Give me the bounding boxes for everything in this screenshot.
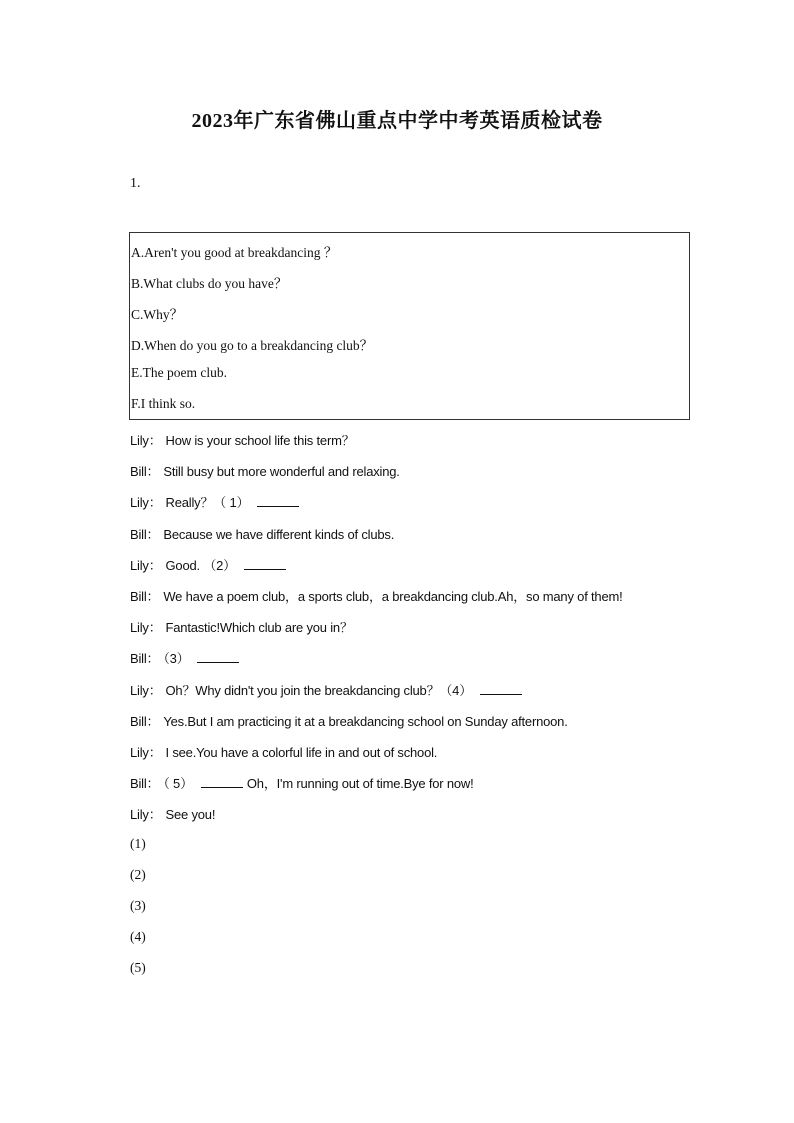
option-b: B.What clubs do you have？ xyxy=(131,276,288,291)
line-text: Fantastic!Which club are you in？ xyxy=(165,620,353,635)
dialogue-line xyxy=(130,773,474,792)
dialogue-line xyxy=(130,742,437,761)
answer-label-5: (5) xyxy=(130,960,146,975)
line-text: （ 5） xyxy=(163,776,193,791)
dialogue-line xyxy=(130,617,353,636)
dialogue-line xyxy=(130,680,526,699)
answer-blank-4[interactable] xyxy=(480,682,522,695)
dialogue-line xyxy=(130,711,568,730)
answer-blank-1[interactable] xyxy=(257,494,299,507)
answer-label-4: (4) xyxy=(130,929,146,944)
speaker: Lily： xyxy=(130,433,162,448)
answer-label-2: (2) xyxy=(130,867,146,882)
option-d: D.When do you go to a breakdancing club？ xyxy=(131,338,374,353)
speaker: Bill： xyxy=(130,776,160,791)
options-box xyxy=(129,232,690,420)
speaker: Bill： xyxy=(130,527,160,542)
dialogue-line xyxy=(130,461,400,480)
line-text: We have a poem club，a sports club，a breakdancing club.Ah，so many of them! xyxy=(163,589,623,604)
answer-blank-5[interactable] xyxy=(201,775,243,788)
question-number: 1. xyxy=(130,176,141,191)
dialogue-line xyxy=(130,555,290,574)
line-text-after: Oh，I'm running out of time.Bye for now! xyxy=(246,776,474,791)
line-text: How is your school life this term？ xyxy=(165,433,355,448)
line-text: I see.You have a colorful life in and out of school. xyxy=(165,745,438,760)
dialogue-line xyxy=(130,524,394,543)
dialogue-line xyxy=(130,430,355,449)
dialogue-line xyxy=(130,492,303,511)
option-e: E.The poem club. xyxy=(131,365,227,380)
line-text: Good. （2） xyxy=(165,558,236,573)
line-text: Yes.But I am practicing it at a breakdancing school on Sunday afternoon. xyxy=(163,714,568,729)
option-a: A.Aren't you good at breakdancing ？ xyxy=(131,245,338,260)
answer-label-1: (1) xyxy=(130,836,146,851)
dialogue-line xyxy=(130,648,243,667)
option-f: F.I think so. xyxy=(131,396,196,411)
answer-label-3: (3) xyxy=(130,898,146,913)
speaker: Bill： xyxy=(130,714,160,729)
speaker: Bill： xyxy=(130,589,160,604)
speaker: Lily： xyxy=(130,683,162,698)
page-title: 2023年广东省佛山重点中学中考英语质检试卷 xyxy=(191,110,603,132)
line-text: Really？（ 1） xyxy=(165,495,250,510)
answer-blank-3[interactable] xyxy=(197,650,239,663)
line-text: Because we have different kinds of clubs. xyxy=(163,527,395,542)
speaker: Lily： xyxy=(130,620,162,635)
answer-blank-2[interactable] xyxy=(244,557,286,570)
line-text: See you! xyxy=(165,807,216,822)
line-text: Oh？Why didn't you join the breakdancing club？（4） xyxy=(165,683,473,698)
dialogue-line xyxy=(130,804,215,823)
speaker: Bill： xyxy=(130,464,160,479)
option-c: C.Why？ xyxy=(131,307,184,322)
speaker: Lily： xyxy=(130,495,162,510)
line-text: （3） xyxy=(163,651,190,666)
speaker: Lily： xyxy=(130,807,162,822)
speaker: Lily： xyxy=(130,558,162,573)
dialogue-line xyxy=(130,586,623,605)
speaker: Lily： xyxy=(130,745,162,760)
speaker: Bill： xyxy=(130,651,160,666)
line-text: Still busy but more wonderful and relaxing. xyxy=(163,464,400,479)
